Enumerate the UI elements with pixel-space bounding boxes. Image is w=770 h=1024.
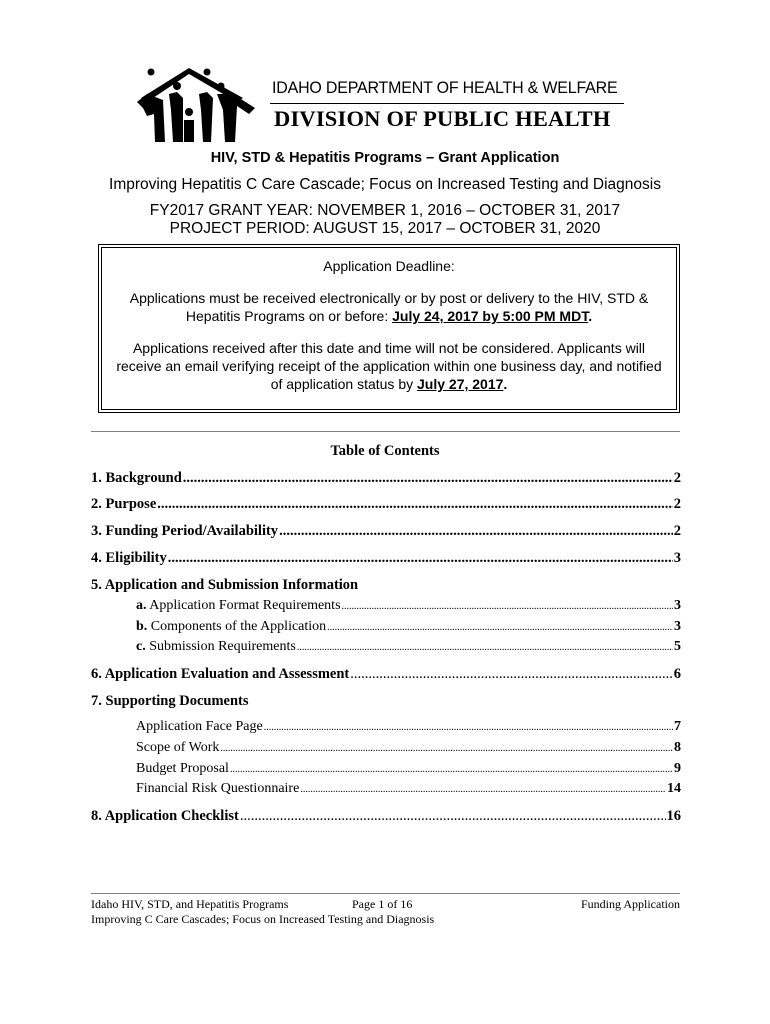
toc-entry-checklist[interactable] — [91, 808, 681, 825]
document-title: HIV, STD & Hepatitis Programs – Grant Application — [210, 150, 560, 166]
deadline-p2-line3: of application status by — [270, 376, 417, 392]
section-divider — [91, 431, 680, 432]
toc-page: 3 — [673, 550, 681, 566]
toc-label: 6. Application Evaluation and Assessment — [91, 666, 350, 682]
toc-label: 3. Funding Period/Availability — [91, 523, 279, 539]
toc-label: 1. Background — [91, 470, 182, 486]
footer-organization: Idaho HIV, STD, and Hepatitis Programs — [91, 897, 289, 911]
deadline-p1-period: . — [588, 308, 593, 324]
deadline-paragraph-submission — [102, 289, 676, 325]
toc-subentry-budget-proposal[interactable] — [136, 761, 681, 777]
document-subtitle: Improving Hepatitis C Care Cascade; Focus on Increased Testing and Diagnosis — [109, 176, 661, 193]
toc-entry-background[interactable] — [91, 470, 681, 487]
toc-label: 7. Supporting Documents — [91, 693, 249, 709]
toc-label: Scope of Work — [136, 740, 220, 755]
toc-subentry-face-page[interactable] — [136, 719, 681, 735]
toc-entry-purpose[interactable] — [91, 496, 681, 513]
deadline-date: July 24, 2017 by 5:00 PM MDT — [392, 308, 589, 324]
header-rule — [270, 103, 624, 104]
toc-page: 7 — [674, 719, 681, 734]
toc-page: 6 — [673, 666, 681, 682]
toc-page: 14 — [667, 781, 681, 796]
toc-page: 9 — [674, 761, 681, 776]
deadline-paragraph-late — [102, 339, 676, 393]
deadline-p2-line2: receive an email verifying receipt of the application within one business day, and notified — [116, 358, 662, 374]
grant-year: FY2017 GRANT YEAR: NOVEMBER 1, 2016 – OCTOBER 31, 2017 — [149, 202, 621, 219]
toc-page: 3 — [674, 598, 681, 613]
toc-entry-evaluation[interactable] — [91, 666, 681, 683]
department-name: IDAHO DEPARTMENT OF HEALTH & WELFARE — [272, 78, 618, 97]
toc-title: Table of Contents — [330, 443, 440, 459]
deadline-p1-line2: Hepatitis Programs on or before: — [185, 308, 393, 324]
toc-label: Components of the Application — [147, 619, 327, 634]
toc-subentry-scope-of-work[interactable] — [136, 740, 681, 756]
toc-page: 2 — [673, 523, 681, 539]
toc-entry-funding-period[interactable] — [91, 523, 681, 540]
footer-project: Improving C Care Cascades; Focus on Increased Testing and Diagnosis — [91, 912, 435, 926]
toc-label: 8. Application Checklist — [91, 808, 239, 824]
toc-entry-supporting-documents[interactable] — [91, 693, 681, 710]
footer-rule — [91, 893, 680, 894]
toc-label: 4. Eligibility — [91, 550, 167, 566]
toc-subentry-format-requirements[interactable] — [136, 598, 681, 614]
toc-entry-eligibility[interactable] — [91, 550, 681, 567]
toc-label: Financial Risk Questionnaire — [136, 781, 300, 796]
toc-subentry-financial-risk[interactable] — [136, 781, 681, 797]
toc-page: 8 — [674, 740, 681, 755]
deadline-box — [101, 247, 677, 410]
deadline-p1-line1: Applications must be received electronically or by post or delivery to the HIV, STD & — [129, 290, 649, 306]
footer-document-type: Funding Application — [581, 897, 680, 911]
deadline-p2-line1: Applications received after this date and time will not be considered. Applicants will — [132, 340, 646, 356]
toc-label: Budget Proposal — [136, 761, 229, 776]
toc-page: 16 — [666, 808, 681, 824]
toc-page: 3 — [674, 619, 681, 634]
toc-label: 5. Application and Submission Information — [91, 577, 359, 593]
toc-label: Application Face Page — [136, 719, 263, 734]
footer-page-number: Page 1 of 16 — [352, 897, 413, 911]
project-period: PROJECT PERIOD: AUGUST 15, 2017 – OCTOBER 31, 2020 — [169, 220, 601, 237]
notification-date: July 27, 2017 — [417, 376, 504, 392]
division-name: DIVISION OF PUBLIC HEALTH — [274, 106, 611, 131]
toc-letter: a. — [136, 598, 147, 613]
toc-label: 2. Purpose — [91, 496, 157, 512]
deadline-p2-period: . — [503, 376, 508, 392]
family-house-logo — [133, 64, 257, 142]
deadline-heading: Application Deadline: — [323, 258, 455, 274]
toc-page: 2 — [673, 496, 681, 512]
toc-subentry-submission-requirements[interactable] — [136, 639, 681, 655]
toc-label: Submission Requirements — [145, 639, 296, 654]
toc-letter: c. — [136, 639, 146, 654]
toc-entry-application-submission[interactable] — [91, 577, 681, 594]
toc-page: 5 — [674, 639, 681, 654]
toc-letter: b. — [136, 619, 148, 634]
toc-label: Application Format Requirements — [146, 598, 341, 613]
toc-page: 2 — [673, 470, 681, 486]
toc-subentry-components[interactable] — [136, 619, 681, 635]
